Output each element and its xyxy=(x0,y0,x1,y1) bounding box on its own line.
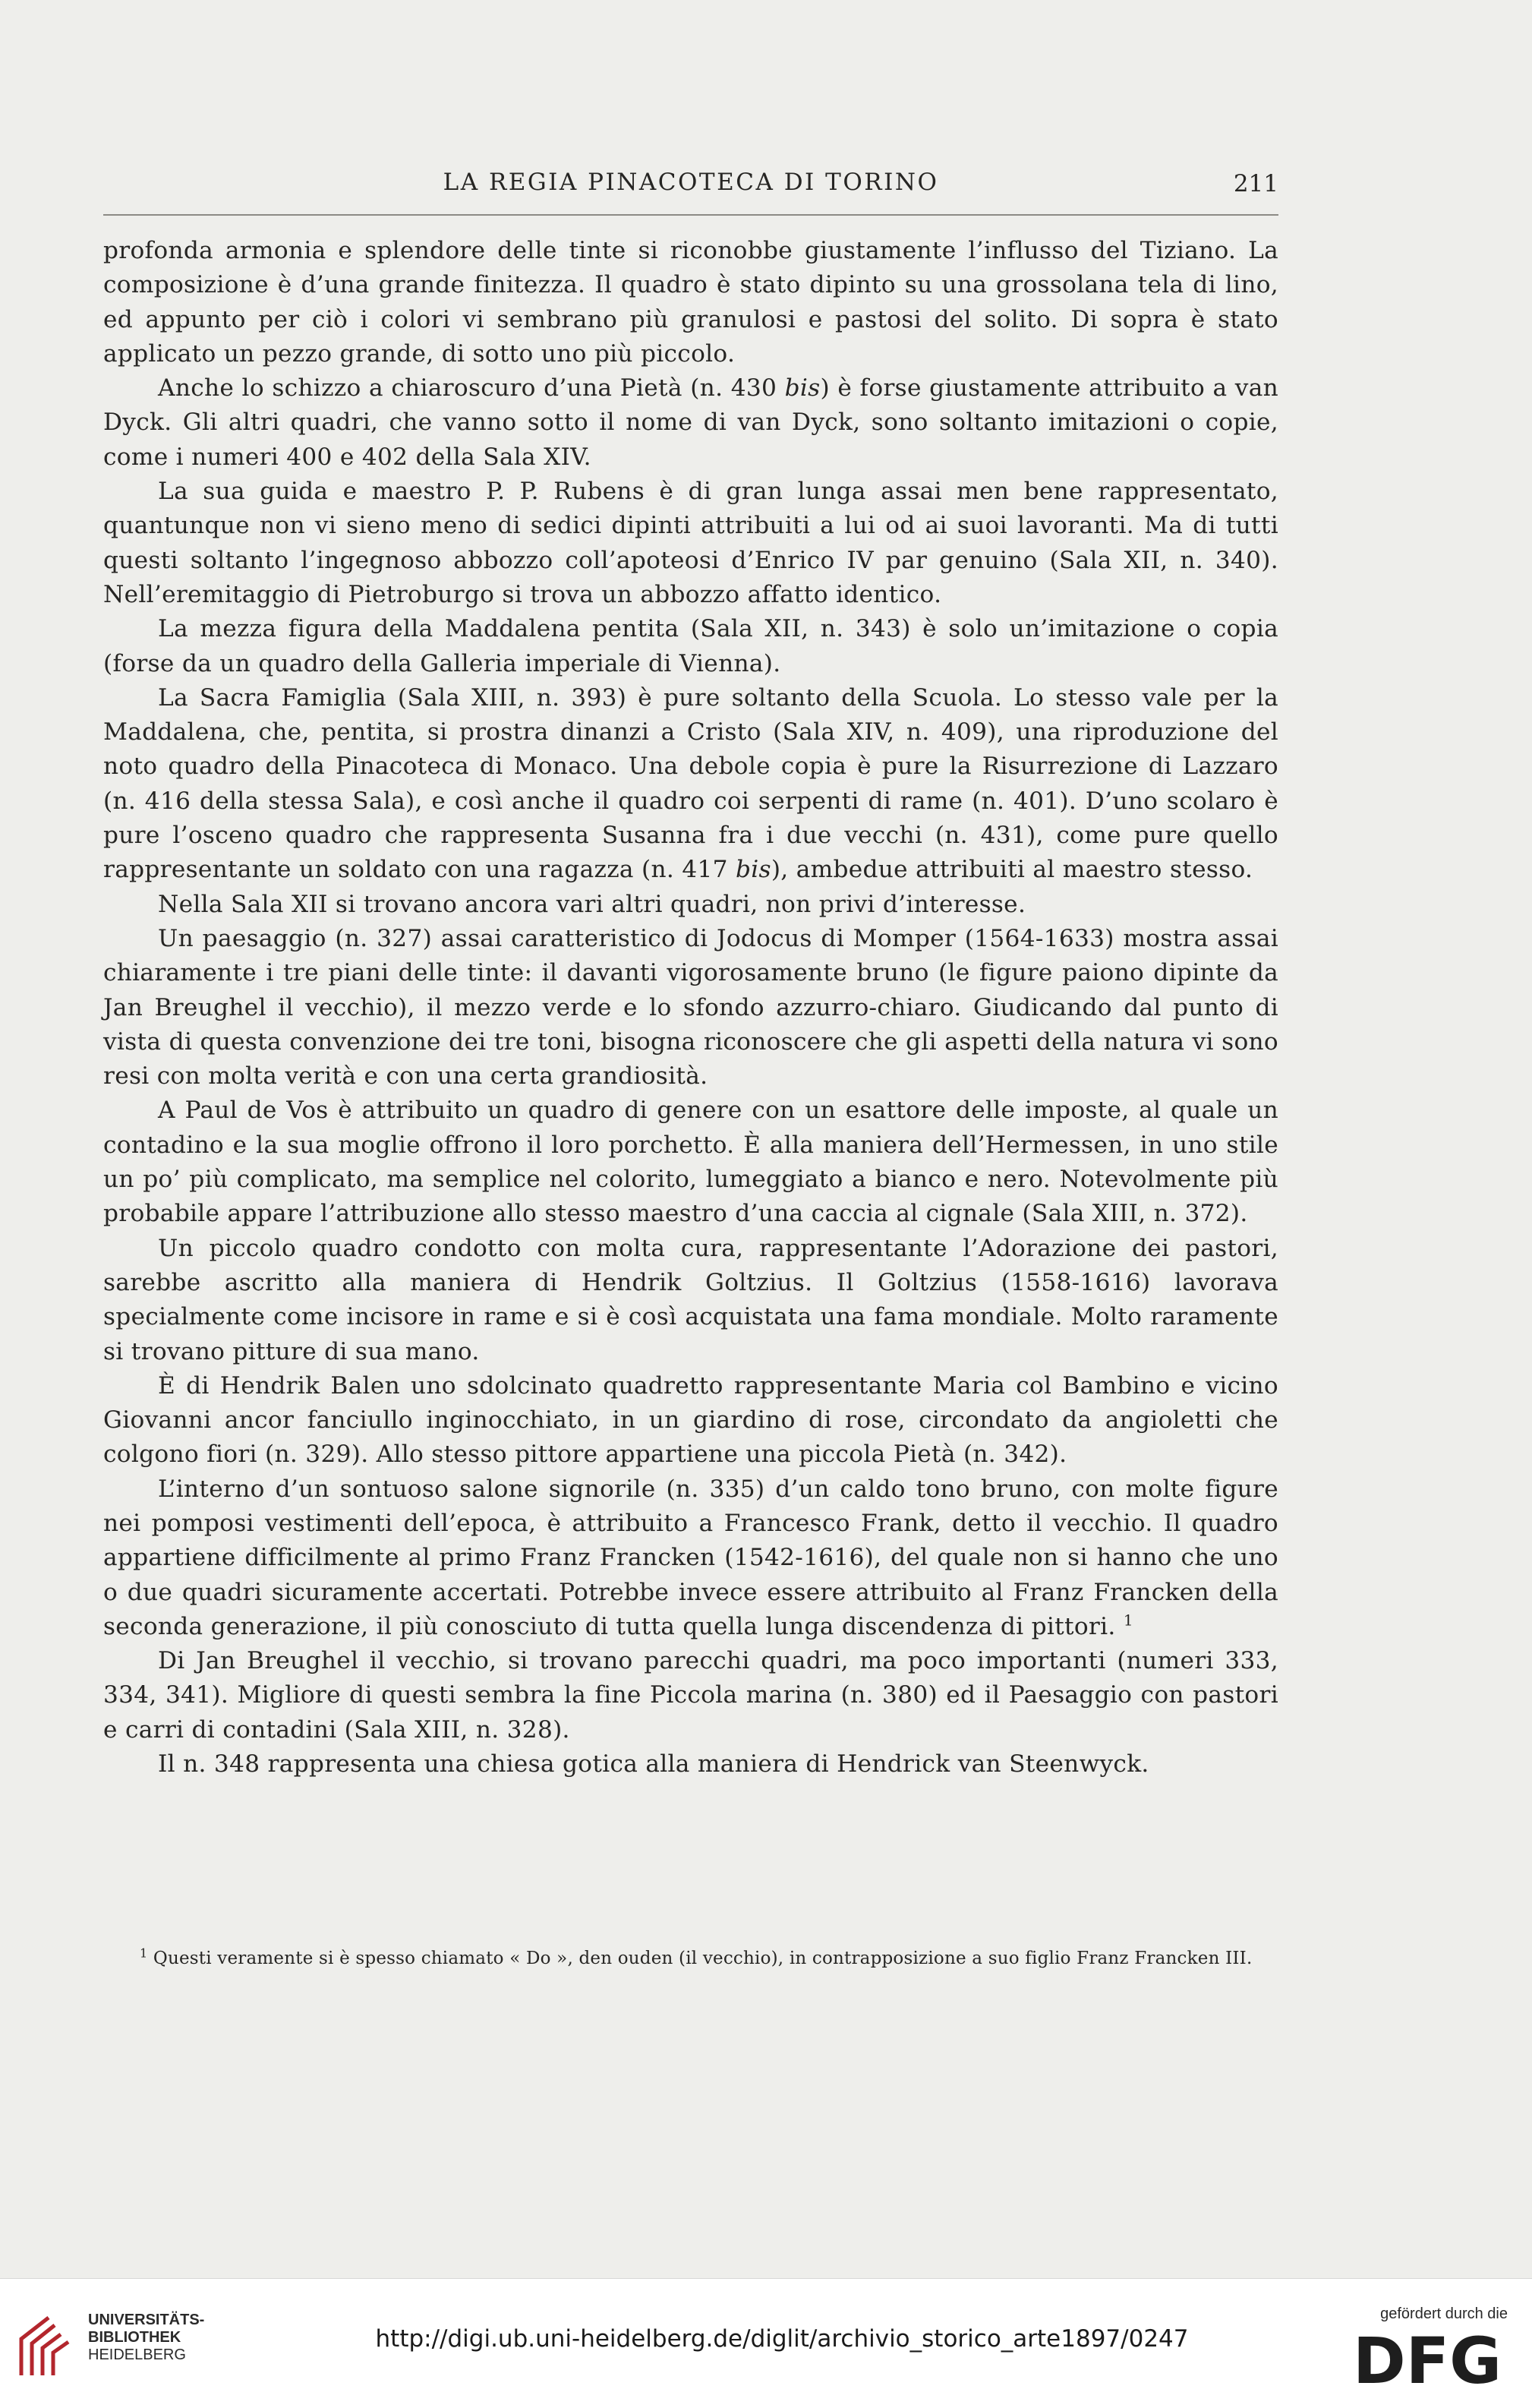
paragraph-text: Anche lo schizzo a chiaroscuro d’una Pietà (n. 430 bis) è forse giustamente attribuito a van Dyck. Gli altri quadri, che vanno sotto il nome di van Dyck, sono soltanto imitazioni o copie, come i numeri 400 e 402 della Sala XIV. xyxy=(103,374,1278,471)
library-name xyxy=(88,2312,204,2364)
paragraph: A Paul de Vos è attribuito un quadro di genere con un esattore delle imposte, al quale un contadino e la sua moglie offrono il loro porchetto. È alla maniera dell’Hermessen, in uno stile un po’ più complicato, ma semplice nel colorito, lumeggiato a bianco e nero. Notevolmente più probabile appare l’attribuzione allo stesso maestro d’una caccia al cignale (Sala XIII, n. 372). xyxy=(103,1097,1278,1228)
page-number: 211 xyxy=(1233,170,1278,197)
library-name-line: HEIDELBERG xyxy=(88,2346,186,2363)
running-head xyxy=(103,163,1278,208)
footnote-mark: 1 xyxy=(140,1946,148,1961)
running-title: LA REGIA PINACOTECA DI TORINO xyxy=(443,169,939,196)
footnote-text: Questi veramente si è spesso chiamato « Do », den ouden (il vecchio), in contrapposizione a suo figlio Franz Francken III. xyxy=(153,1949,1253,1968)
university-library-logo-icon xyxy=(15,2309,80,2381)
footer-divider xyxy=(0,2278,1532,2279)
paragraph: profonda armonia e splendore delle tinte si riconobbe giustamente l’influsso del Tiziano. La composizione è d’una grande finitezza. Il quadro è stato dipinto su una grossolana tela di lino, ed appunto per ciò i colori vi sembrano più granulosi e pastosi del solito. Di sopra è stato applicato un pezzo grande, di sotto uno più piccolo. xyxy=(103,237,1278,368)
footnote-paragraph xyxy=(103,1944,1278,1973)
footnote-reference: 1 xyxy=(1123,1611,1133,1630)
paragraph: È di Hendrik Balen uno sdolcinato quadretto rappresentante Maria col Bambino e vicino Giovanni ancor fanciullo inginocchiato, in un giardino di rose, circondato da angioletti che colgono fiori (n. 329). Allo stesso pittore appartiene una piccola Pietà (n. 342). xyxy=(103,1371,1278,1469)
archive-url-link[interactable]: http://digi.ub.uni-heidelberg.de/diglit/archivio_storico_arte1897/0247 xyxy=(375,2325,1189,2353)
paragraph xyxy=(103,371,1278,475)
paragraph: Di Jan Breughel il vecchio, si trovano parecchi quadri, ma poco importanti (numeri 333, 334, 341). Migliore di questi sembra la fine Piccola marina (n. 380) ed il Paesaggio con pastori e carri di contadini (Sala XIII, n. 328). xyxy=(103,1647,1278,1744)
paragraph: Un piccolo quadro condotto con molta cura, rappresentante l’Adorazione dei pastori, sarebbe ascritto alla maniera di Hendrik Goltzius. Il Goltzius (1558-1616) lavorava specialmente come incisore in rame e si è così acquistata una fama mondiale. Molto raramente si trovano pitture di sua mano. xyxy=(103,1234,1278,1365)
paragraph: La mezza figura della Maddalena pentita (Sala XII, n. 343) è solo un’imitazione o copia (forse da un quadro della Galleria imperiale di Vienna). xyxy=(103,615,1278,677)
header-rule xyxy=(103,214,1278,216)
paragraph: La sua guida e maestro P. P. Rubens è di gran lunga assai men bene rappresentato, quantunque non vi sieno meno di sedici dipinti attribuiti a lui od ai suoi lavoranti. Ma di tutti questi soltanto l’ingegnoso abbozzo coll’apoteosi d’Enrico IV par genuino (Sala XII, n. 340). Nell’eremitaggio di Pietroburgo si trova un abbozzo affatto identico. xyxy=(103,478,1278,608)
library-name-line: BIBLIOTHEK xyxy=(88,2329,181,2346)
body-text xyxy=(103,234,1278,1782)
paragraph: Il n. 348 rappresenta una chiesa gotica alla maniera di Hendrick van Steenwyck. xyxy=(158,1750,1149,1778)
funding-note: gefördert durch die xyxy=(1380,2305,1508,2322)
paragraph xyxy=(103,1472,1278,1644)
paragraph: Un paesaggio (n. 327) assai caratteristico di Jodocus di Momper (1564-1633) mostra assai chiaramente i tre piani delle tinte: il davanti vigorosamente bruno (le figure paiono dipinte da Jan Breughel il vecchio), il mezzo verde e lo sfondo azzurro-chiaro. Giudicando dal punto di vista di questa convenzione dei tre toni, bisogna riconoscere che gli aspetti della natura vi sono resi con molta verità e con una certa grandiosità. xyxy=(103,924,1278,1090)
dfg-logo-icon xyxy=(1353,2327,1508,2387)
footnote xyxy=(103,1944,1278,1973)
paragraph-text: L’interno d’un sontuoso salone signorile (n. 335) d’un caldo tono bruno, con molte figure nei pomposi vestimenti dell’epoca, è attribuito a Francesco Frank, detto il vecchio. Il quadro appartiene difficilmente al primo Franz Francken (1542-1616), del quale non si hanno che uno o due quadri sicuramente accertati. Potrebbe invece essere attribuito al Franz Francken della seconda generazione, il più conosciuto di tutta quella lunga discendenza di pittori. xyxy=(103,1475,1278,1640)
dfg-logo-text: DFG xyxy=(1353,2327,1502,2387)
digitization-footer xyxy=(0,2278,1532,2408)
paragraph: La Sacra Famiglia (Sala XIII, n. 393) è pure soltanto della Scuola. Lo stesso vale per la Maddalena, che, pentita, si prostra dinanzi a Cristo (Sala XIV, n. 409), una riproduzione del noto quadro della Pinacoteca di Monaco. Una debole copia è pure la Risurrezione di Lazzaro (n. 416 della stessa Sala), e così anche il quadro coi serpenti di rame (n. 401). D’uno scolaro è pure l’osceno quadro che rappresenta Susanna fra i due vecchi (n. 431), come pure quello rappresentante un soldato con una ragazza (n. 417 bis), ambedue attribuiti al maestro stesso. xyxy=(103,683,1278,884)
paragraph: Nella Sala XII si trovano ancora vari altri quadri, non privi d’interesse. xyxy=(158,890,1026,918)
library-name-line: UNIVERSITÄTS- xyxy=(88,2312,205,2328)
